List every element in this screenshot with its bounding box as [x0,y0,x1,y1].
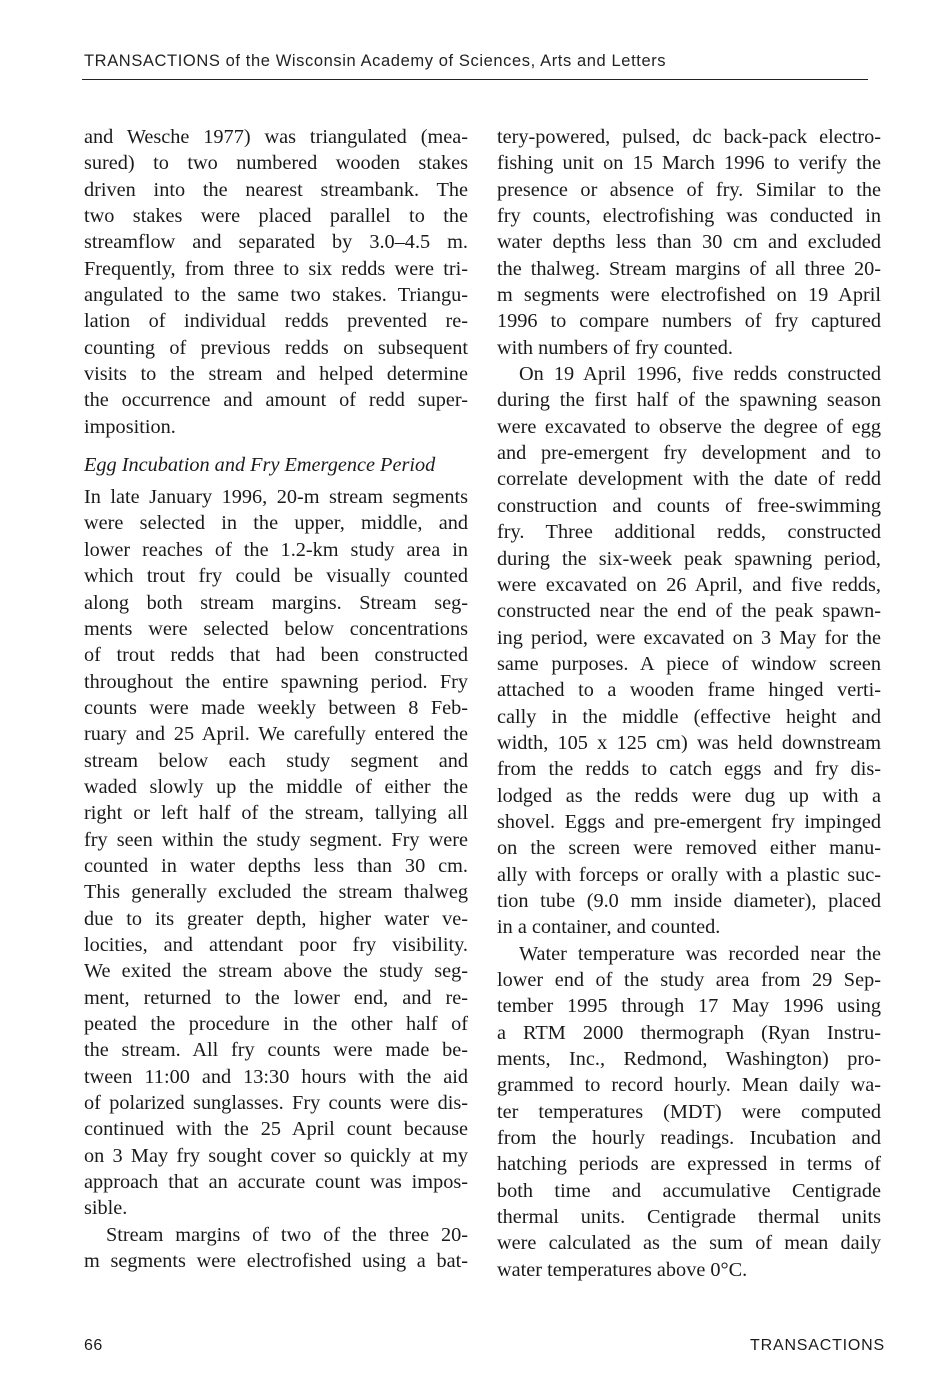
text-line: lation of individual redds prevented re- [84,310,468,333]
text-line: a RTM 2000 thermograph (Ryan Instru- [497,1021,881,1044]
text-line: counting of previous redds on subsequent [84,336,468,359]
text-line: in a container, and counted. [497,916,721,939]
text-line: on 3 May fry sought cover so quickly at my [84,1144,468,1167]
text-line: fry counts, electrofishing was conducted in [497,205,881,228]
text-line: visits to the stream and helped determine [84,363,468,386]
text-line: streamflow and separated by 3.0–4.5 m. [84,231,468,254]
text-line: lodged as the redds were dug up with a [497,784,881,807]
text-line: tember 1995 through 17 May 1996 using [497,995,881,1018]
text-line: during the first half of the spawning season [497,389,881,412]
text-line: of trout redds that had been constructed [84,644,468,667]
text-line: were excavated to observe the degree of egg [497,415,881,438]
text-line: during the six-week peak spawning period, [497,547,881,570]
text-line: were excavated on 26 April, and five redds, [497,573,881,596]
text-line: angulated to the same two stakes. Triangu- [84,284,468,307]
text-line: 1996 to compare numbers of fry captured [497,310,881,333]
text-line: sible. [84,1197,128,1220]
right-column [497,124,881,1283]
text-line: construction and counts of free-swimming [497,494,881,517]
text-line: fry. Three additional redds, constructed [497,521,881,544]
text-line: ment, returned to the lower end, and re- [84,986,468,1009]
text-line: of polarized sunglasses. Fry counts were dis- [84,1092,468,1115]
paragraph [497,361,881,941]
text-line: approach that an accurate count was impos- [84,1171,468,1194]
page-number: 66 [84,1337,103,1354]
text-line: This generally excluded the stream thalweg [84,881,468,904]
text-line: throughout the entire spawning period. Fry [84,670,468,693]
text-line: were selected in the upper, middle, and [84,512,468,535]
paragraph [84,124,468,440]
text-line: which trout fry could be visually counted [84,565,468,588]
text-line: In late January 1996, 20-m stream segments [84,486,468,509]
text-line: sured) to two numbered wooden stakes [84,152,468,175]
text-line: m segments were electrofished using a bat- [84,1250,468,1273]
header-rule [82,79,868,80]
text-line: imposition. [84,415,176,438]
text-line: Water temperature was recorded near the [519,942,881,965]
text-line: Frequently, from three to six redds were tri- [84,257,468,280]
text-line: stream below each study segment and [84,749,468,772]
text-line: tion tube (9.0 mm inside diameter), placed [497,889,881,912]
text-line: same purposes. A piece of window screen [497,652,881,675]
text-line: lower reaches of the 1.2-km study area in [84,538,468,561]
text-line: peated the procedure in the other half of [84,1013,468,1035]
text-line: continued with the 25 April count because [84,1118,468,1141]
text-line: ments, Inc., Redmond, Washington) pro- [497,1048,881,1071]
text-line: On 19 April 1996, five redds constructed [519,363,881,386]
text-line: water temperatures above 0°C. [497,1258,748,1281]
text-line: counted in water depths less than 30 cm. [84,854,468,877]
text-line: presence or absence of fry. Similar to the [497,178,881,201]
text-line: fishing unit on 15 March 1996 to verify the [497,152,881,175]
text-line: ing period, were excavated on 3 May for the [497,626,881,649]
text-line: constructed near the end of the peak spawn- [497,600,881,623]
text-line: and pre-emergent fry development and to [497,442,881,465]
text-line: correlate development with the date of redd [497,468,881,491]
paragraph [84,1222,468,1275]
text-line: on the screen were removed either manu- [497,837,881,860]
text-line: right or left half of the stream, tallying all [84,802,468,825]
text-line: driven into the nearest streambank. The [84,178,468,201]
text-line: grammed to record hourly. Mean daily wa- [497,1074,881,1097]
text-line: We exited the stream above the study seg- [84,960,468,983]
text-line: ter temperatures (MDT) were computed [497,1100,881,1123]
section-subheading: Egg Incubation and Fry Emergence Period [84,454,436,477]
paragraph [84,484,468,1222]
text-line: cally in the middle (effective height and [497,705,881,728]
left-column [84,124,468,1274]
text-line: counts were made weekly between 8 Feb- [84,696,468,719]
paragraph [497,124,881,361]
text-line: ally with forceps or orally with a plastic suc- [497,863,881,886]
text-line: waded slowly up the middle of either the [84,775,468,798]
text-line: were calculated as the sum of mean daily [497,1232,881,1255]
text-line: ruary and 25 April. We carefully entered the [84,723,468,746]
text-line: ments were selected below concentrations [84,617,468,640]
footer-journal-name: TRANSACTIONS [750,1337,885,1354]
text-line: both time and accumulative Centigrade [497,1179,881,1202]
text-line: Stream margins of two of the three 20- [106,1223,468,1246]
text-line: along both stream margins. Stream seg- [84,591,468,614]
text-line: width, 105 x 125 cm) was held downstream [497,731,881,754]
text-line: attached to a wooden frame hinged verti- [497,679,881,702]
text-line: two stakes were placed parallel to the [84,205,468,228]
text-line: from the hourly readings. Incubation and [497,1127,881,1150]
text-line: from the redds to catch eggs and fry dis- [497,758,881,781]
text-line: hatching periods are expressed in terms of [497,1153,881,1176]
text-line: the stream. All fry counts were made be- [84,1039,468,1062]
text-line: the occurrence and amount of redd super- [84,389,468,412]
paragraph [497,941,881,1283]
text-line: shovel. Eggs and pre-emergent fry impinged [497,810,881,833]
text-line: m segments were electrofished on 19 April [497,284,881,307]
text-line: lower end of the study area from 29 Sep- [497,969,881,991]
text-line: locities, and attendant poor fry visibility. [84,933,468,956]
text-line: due to its greater depth, higher water ve- [84,907,468,930]
text-line: water depths less than 30 cm and excluded [497,231,881,254]
text-line: thermal units. Centigrade thermal units [497,1206,881,1229]
text-line: and Wesche 1977) was triangulated (mea- [84,126,468,148]
text-line: fry seen within the study segment. Fry were [84,828,468,851]
text-line: tery-powered, pulsed, dc back-pack electro- [497,126,881,148]
text-line: the thalweg. Stream margins of all three 20- [497,257,881,280]
text-line: tween 11:00 and 13:30 hours with the aid [84,1065,468,1088]
text-line: with numbers of fry counted. [497,336,733,359]
running-head: TRANSACTIONS of the Wisconsin Academy of Sciences, Arts and Letters [84,52,667,70]
